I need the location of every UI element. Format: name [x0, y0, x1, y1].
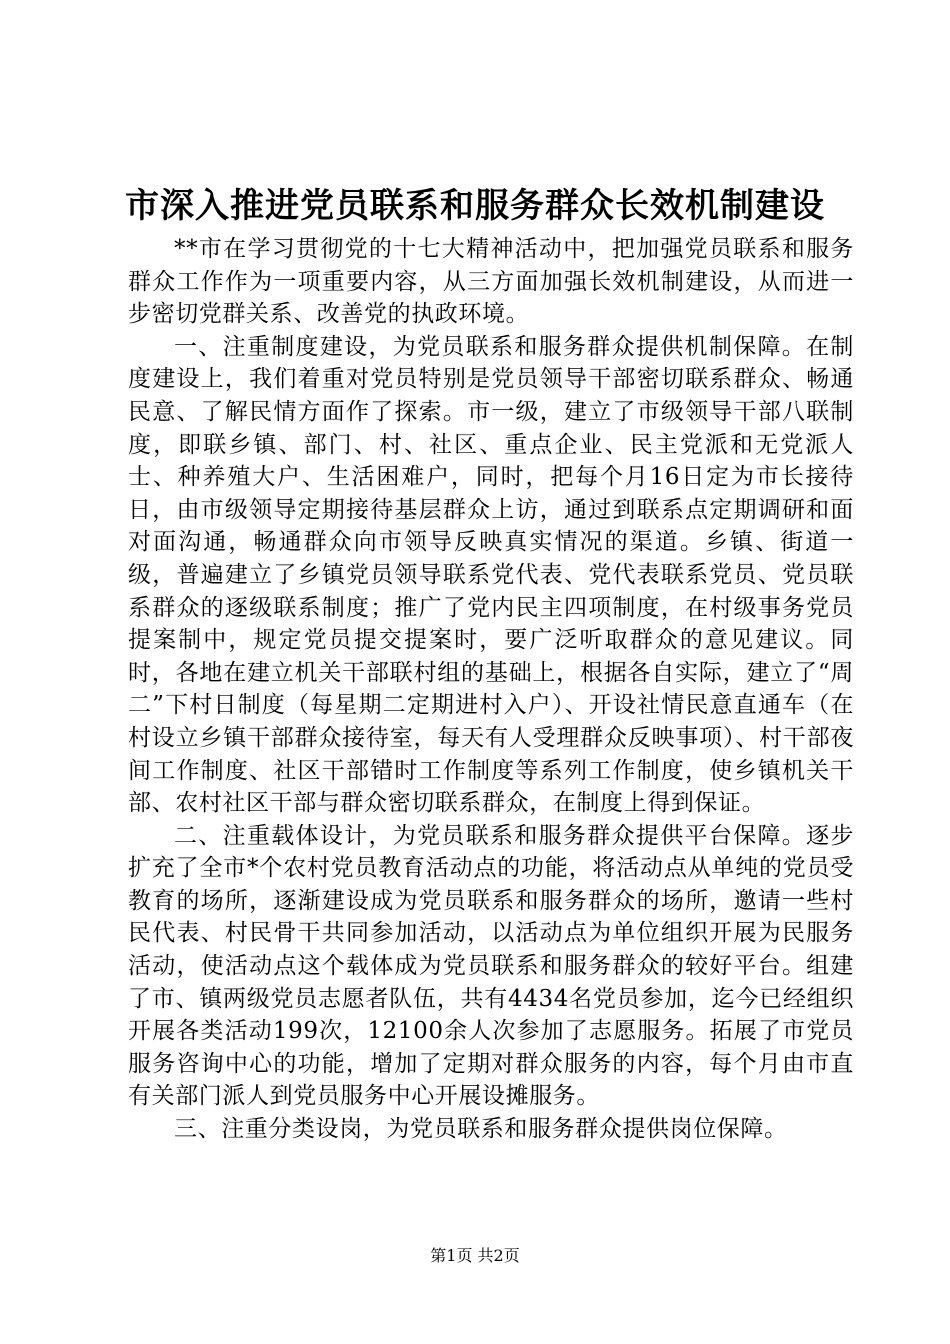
page-footer: 第1页 共2页	[430, 1246, 520, 1265]
paragraph-intro: **市在学习贯彻党的十七大精神活动中，把加强党员联系和服务群众工作作为一项重要内容，从三方面加强长效机制建设，从而进一步密切党群关系、改善党的执政环境。	[128, 236, 854, 328]
paragraph-section-2: 二、注重载体设计，为党员联系和服务群众提供平台保障。逐步扩充了全市*个农村党员教育活动点的功能，将活动点从单纯的党员受教育的场所，逐渐建设成为党员联系和服务群众的场所，邀请一些村民代表、村民骨干共同参加活动，以活动点为单位组织开展为民服务活动，使活动点这个载体成为党员联系和服务群众的较好平台。组建了市、镇两级党员志愿者队伍，共有4434名党员参加，迄今已经组织开展各类活动199次，12100余人次参加了志愿服务。拓展了市党员服务咨询中心的功能，增加了定期对群众服务的内容，每个月由市直有关部门派人到党员服务中心开展设摊服务。	[128, 822, 854, 1110]
document-body	[128, 233, 854, 1146]
paragraph-section-1: 一、注重制度建设，为党员联系和服务群众提供机制保障。在制度建设上，我们着重对党员特别是党员领导干部密切联系群众、畅通民意、了解民情方面作了探索。市一级，建立了市级领导干部八联制度，即联乡镇、部门、村、社区、重点企业、民主党派和无党派人士、种养殖大户、生活困难户，同时，把每个月16日定为市长接待日，由市级领导定期接待基层群众上访，通过到联系点定期调研和面对面沟通，畅通群众向市领导反映真实情况的渠道。乡镇、街道一级，普遍建立了乡镇党员领导联系党代表、党代表联系党员、党员联系群众的逐级联系制度；推广了党内民主四项制度，在村级事务党员提案制中，规定党员提交提案时，要广泛听取群众的意见建议。同时，各地在建立机关干部联村组的基础上，根据各自实际，建立了“周二”下村日制度（每星期二定期进村入户）、开设社情民意直通车（在村设立乡镇干部群众接待室，每天有人受理群众反映事项）、村干部夜间工作制度、社区干部错时工作制度等系列工作制度，使乡镇机关干部、农村社区干部与群众密切联系群众，在制度上得到保证。	[128, 333, 854, 817]
paragraph-section-3: 三、注重分类设岗，为党员联系和服务群众提供岗位保障。	[174, 1116, 788, 1143]
document-title: 市深入推进党员联系和服务群众长效机制建设	[125, 186, 825, 226]
